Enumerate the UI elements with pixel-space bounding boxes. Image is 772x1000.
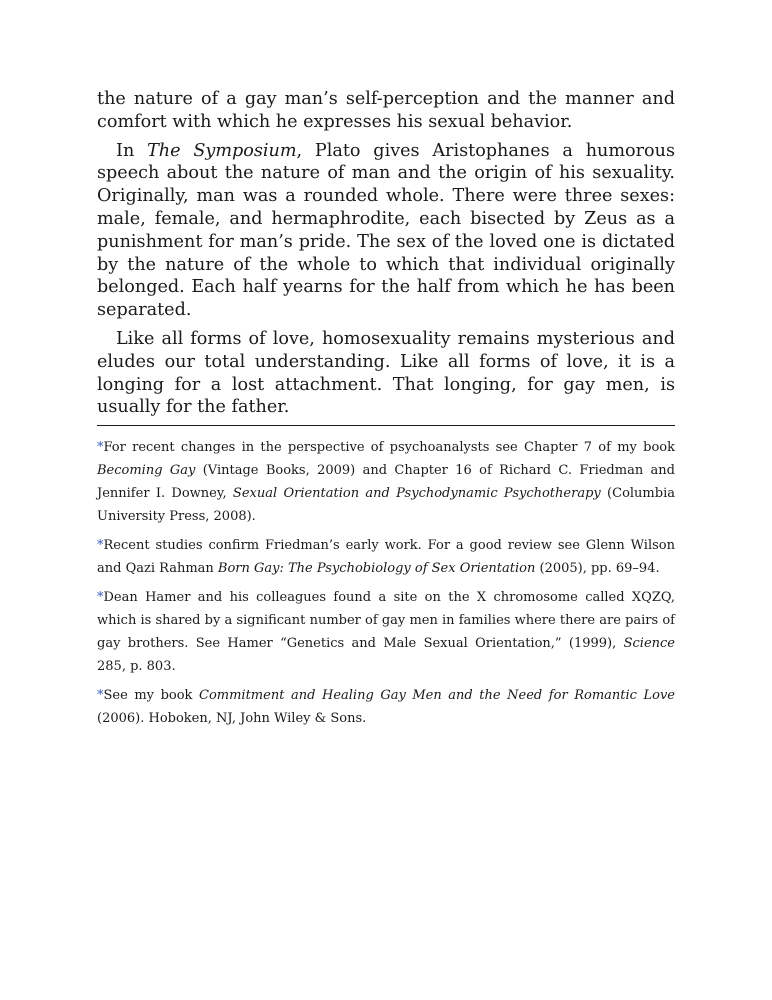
footnote-text: Dean Hamer and his colleagues found a site on the X chromosome called XQZQ, which is shared by a significant number of gay men in families where there are pairs of gay brothers. See Hamer “Genetics and Male Sexual Orientation,” (1999), bbox=[97, 590, 675, 652]
footnote-text: (2006). Hoboken, NJ, John Wiley & Sons. bbox=[97, 711, 367, 727]
book-title: The Symposium bbox=[147, 140, 297, 161]
footnote-text: (2005), pp. 69–94. bbox=[535, 561, 660, 577]
footnote-marker-link[interactable]: * bbox=[97, 538, 104, 554]
footnote-divider bbox=[97, 425, 675, 426]
footnote-text: 285, p. 803. bbox=[97, 659, 176, 675]
footnote-book-title: Commitment and Healing Gay Men and the Need for Romantic Love bbox=[199, 688, 675, 704]
footnote-4 bbox=[97, 684, 675, 730]
page-content bbox=[97, 88, 675, 736]
footnote-book-title: Sexual Orientation and Psychodynamic Psychotherapy bbox=[232, 486, 601, 502]
footnote-marker-link[interactable]: * bbox=[97, 688, 104, 704]
footnote-3 bbox=[97, 586, 675, 678]
paragraph-symposium bbox=[97, 140, 675, 322]
footnote-marker-link[interactable]: * bbox=[97, 440, 104, 456]
paragraph-love: Like all forms of love, homosexuality remains mysterious and eludes our total understanding. Like all forms of love, it is a longing for a lost attachment. That longing, for gay men, is usually for the father. bbox=[97, 328, 675, 418]
paragraph-text: , Plato gives Aristophanes a humorous speech about the nature of man and the origin of his sexuality. Originally, man was a rounded whole. There were three sexes: male, female, and hermaphrodite, each bisected by Zeus as a punishment for man’s pride. The sex of the loved one is dictated by the nature of the whole to which that individual originally belonged. Each half yearns for the half from which he has been separated. bbox=[97, 140, 675, 321]
footnote-text: Recent studies confirm Friedman’s early work. For a good review see Glenn Wilson and Qazi Rahman bbox=[97, 538, 675, 577]
footnote-marker-link[interactable]: * bbox=[97, 590, 104, 606]
footnote-1 bbox=[97, 436, 675, 528]
footnote-book-title: Becoming Gay bbox=[97, 463, 196, 479]
body-text bbox=[97, 88, 675, 419]
footnote-text: (Vintage Books, 2009) and Chapter 16 of Richard C. Friedman and Jennifer I. Downey, bbox=[97, 463, 675, 502]
paragraph-text: In bbox=[116, 140, 148, 161]
footnote-text: See my book bbox=[103, 688, 199, 704]
footnotes bbox=[97, 436, 675, 730]
paragraph-continuation: the nature of a gay man’s self-perception and the manner and comfort with which he expresses his sexual behavior. bbox=[97, 89, 675, 132]
footnote-journal-title: Science bbox=[623, 636, 675, 652]
footnote-text: (Columbia University Press, 2008). bbox=[97, 486, 675, 525]
footnote-2 bbox=[97, 534, 675, 580]
footnote-text: For recent changes in the perspective of psychoanalysts see Chapter 7 of my book bbox=[103, 440, 675, 456]
footnote-book-title: Born Gay: The Psychobiology of Sex Orientation bbox=[217, 561, 536, 577]
